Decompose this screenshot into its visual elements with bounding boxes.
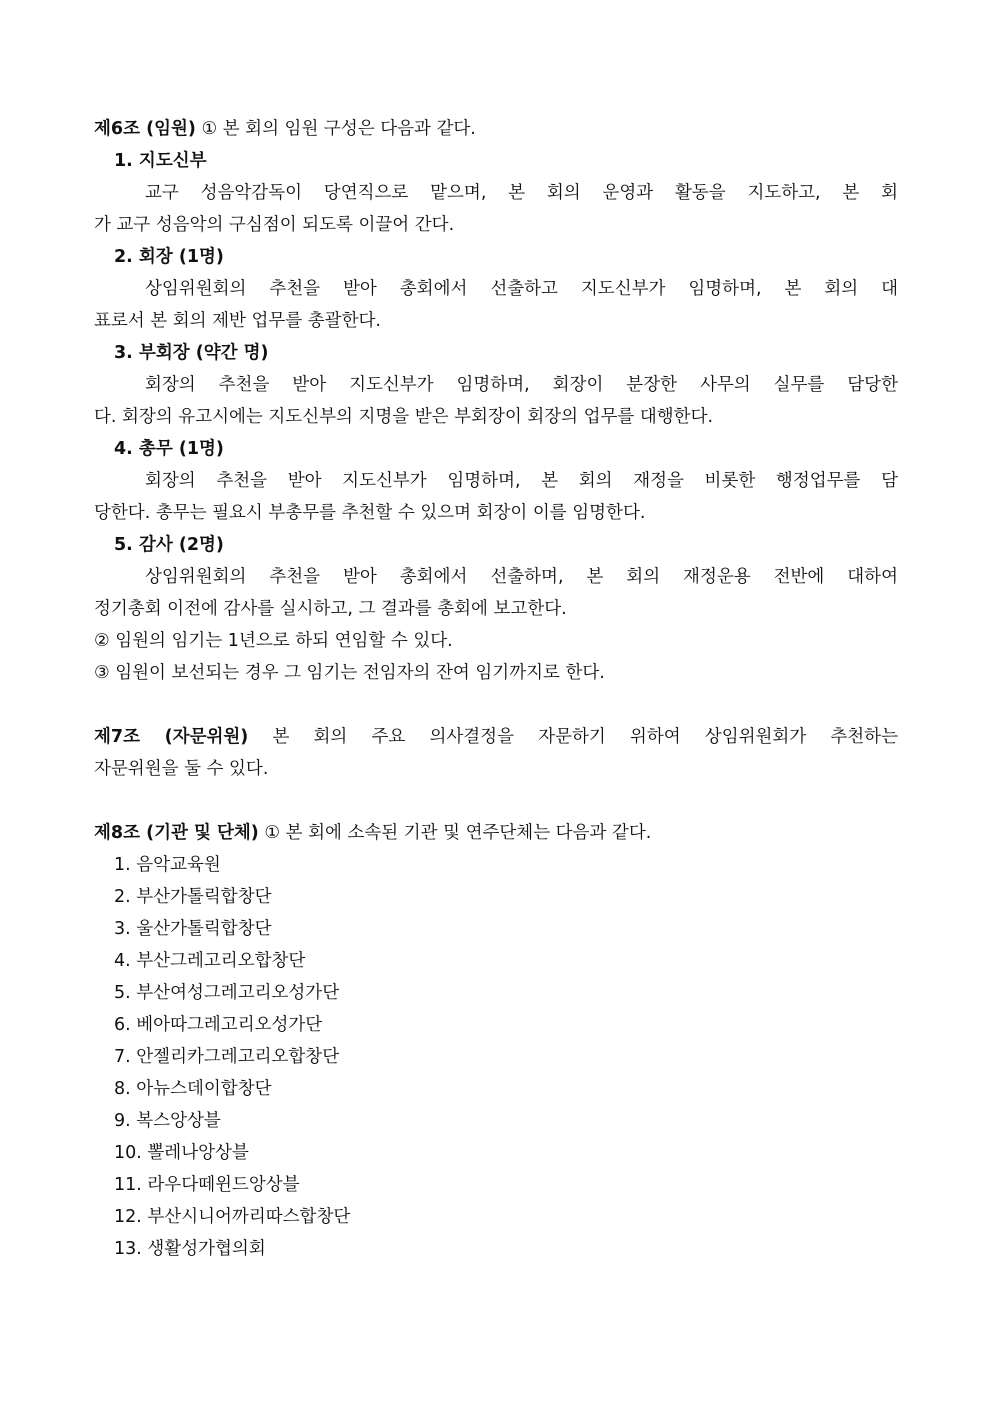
article6-item1-line1: 교구 성음악감독이 당연직으로 맡으며, 본 회의 운영과 활동을 지도하고, 본 회 [145, 183, 898, 203]
article6-item5-line2: 정기총회 이전에 감사를 실시하고, 그 결과를 총회에 보고한다. [94, 599, 567, 619]
article6-item5-heading: 5. 감사 (2명) [114, 535, 224, 555]
article6-item3-line2: 다. 회장의 유고시에는 지도신부의 지명을 받은 부회장이 회장의 업무를 대행한다. [94, 407, 714, 427]
list-item: 11. 라우다떼윈드앙상블 [114, 1175, 300, 1195]
article6-item2-line1: 상임위원회의 추천을 받아 총회에서 선출하고 지도신부가 임명하며, 본 회의 대 [145, 279, 898, 299]
list-item: 3. 울산가톨릭합창단 [114, 919, 272, 939]
list-item: 8. 아뉴스데이합창단 [114, 1079, 272, 1099]
article6-item2-heading: 2. 회장 (1명) [114, 247, 224, 267]
list-item: 1. 음악교육원 [114, 855, 221, 875]
article6-item5-line1: 상임위원회의 추천을 받아 총회에서 선출하며, 본 회의 재정운용 전반에 대하여 [145, 567, 898, 587]
list-item: 2. 부산가톨릭합창단 [114, 887, 272, 907]
article7-line1 [94, 721, 898, 753]
list-item: 10. 뽈레나앙상블 [114, 1143, 249, 1163]
list-item: 6. 베아따그레고리오성가단 [114, 1015, 323, 1035]
article6-heading-line [94, 113, 898, 145]
article6-item2-line2: 표로서 본 회의 제반 업무를 총괄한다. [94, 311, 381, 331]
list-item: 4. 부산그레고리오합창단 [114, 951, 306, 971]
document-page [94, 113, 898, 1265]
article6-clause2: ② 임원의 임기는 1년으로 하되 연임할 수 있다. [94, 631, 453, 651]
paragraph-gap [94, 785, 898, 817]
article6-item3-heading: 3. 부회장 (약간 명) [114, 343, 269, 363]
paragraph-gap [94, 689, 898, 721]
article8-intro: ① 본 회에 소속된 기관 및 연주단체는 다음과 같다. [258, 823, 652, 843]
article7-line2: 자문위원을 둘 수 있다. [94, 759, 269, 779]
article6-intro: ① 본 회의 임원 구성은 다음과 같다. [195, 119, 476, 139]
article6-item4-line1: 회장의 추천을 받아 지도신부가 임명하며, 본 회의 재정을 비롯한 행정업무를 담 [145, 471, 898, 491]
list-item: 13. 생활성가협의회 [114, 1239, 266, 1259]
article6-title: 제6조 (임원) [94, 119, 196, 139]
article6-item1-heading: 1. 지도신부 [114, 151, 207, 171]
article8-title: 제8조 (기관 및 단체) [94, 823, 259, 843]
article6-item4-heading: 4. 총무 (1명) [114, 439, 224, 459]
list-item: 5. 부산여성그레고리오성가단 [114, 983, 340, 1003]
article6-item1-line2: 가 교구 성음악의 구심점이 되도록 이끌어 간다. [94, 215, 455, 235]
article6-item4-line2: 당한다. 총무는 필요시 부총무를 추천할 수 있으며 회장이 이를 임명한다. [94, 503, 646, 523]
list-item: 9. 복스앙상블 [114, 1111, 221, 1131]
list-item: 7. 안젤리카그레고리오합창단 [114, 1047, 340, 1067]
article8-heading-line [94, 817, 898, 849]
article7-text: 본 회의 주요 의사결정을 자문하기 위하여 상임위원회가 추천하는 [248, 727, 898, 747]
list-item: 12. 부산시니어까리따스합창단 [114, 1207, 351, 1227]
article7-title: 제7조 (자문위원) [94, 727, 249, 747]
article6-item3-line1: 회장의 추천을 받아 지도신부가 임명하며, 회장이 분장한 사무의 실무를 담당한 [145, 375, 898, 395]
article6-clause3: ③ 임원이 보선되는 경우 그 임기는 전임자의 잔여 임기까지로 한다. [94, 663, 605, 683]
